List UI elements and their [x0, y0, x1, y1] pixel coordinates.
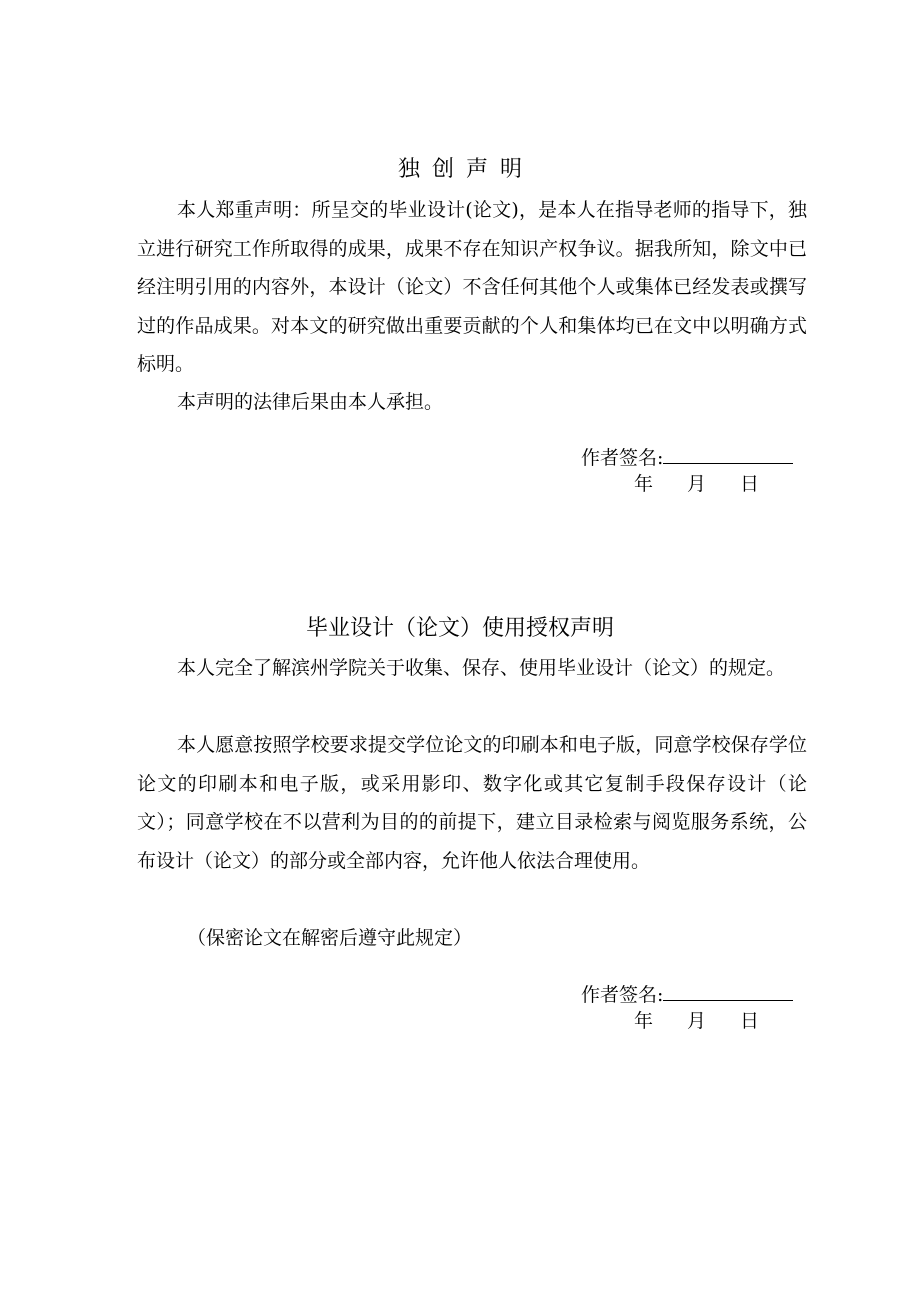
signature-line — [663, 443, 793, 464]
authorization-paragraph-3: （保密论文在解密后遵守此规定） — [187, 927, 473, 949]
date-year-label: 年 — [634, 473, 654, 495]
originality-paragraph-1: 本人郑重声明：所呈交的毕业设计(论文)，是本人在指导老师的指导下，独立进行研究工作所取得的成果，成果不存在知识产权争议。据我所知，除文中已经注明引用的内容外，本设计（论文）不含任何其他个人或集体已经发表或撰写过的作品成果。对本文的研究做出重要贡献的个人和集体均已在文中以明确方式标明。 — [137, 199, 807, 375]
authorization-title: 毕业设计（论文）使用授权声明 — [305, 616, 614, 641]
originality-signature — [581, 443, 793, 471]
signature-label: 作者签名: — [581, 447, 664, 469]
originality-title: 独创声明 — [397, 157, 534, 182]
authorization-signature — [581, 980, 793, 1008]
originality-date — [634, 471, 759, 497]
signature-line — [663, 980, 793, 1001]
authorization-paragraph-2: 本人愿意按照学校要求提交学位论文的印刷本和电子版，同意学校保存学位论文的印刷本和电子版，或采用影印、数字化或其它复制手段保存设计（论文）；同意学校在不以营利为目的的前提下，建立目录检索与阅览服务系统，公布设计（论文）的部分或全部内容，允许他人依法合理使用。 — [137, 734, 807, 872]
signature-label: 作者签名: — [581, 984, 664, 1006]
date-day-label: 日 — [740, 473, 760, 495]
date-day-label: 日 — [740, 1010, 760, 1032]
date-year-label: 年 — [634, 1010, 654, 1032]
authorization-paragraph-1: 本人完全了解滨州学院关于收集、保存、使用毕业设计（论文）的规定。 — [177, 657, 786, 679]
date-month-label: 月 — [687, 473, 707, 495]
originality-paragraph-2: 本声明的法律后果由本人承担。 — [177, 391, 444, 413]
date-month-label: 月 — [687, 1010, 707, 1032]
authorization-date — [634, 1008, 759, 1034]
